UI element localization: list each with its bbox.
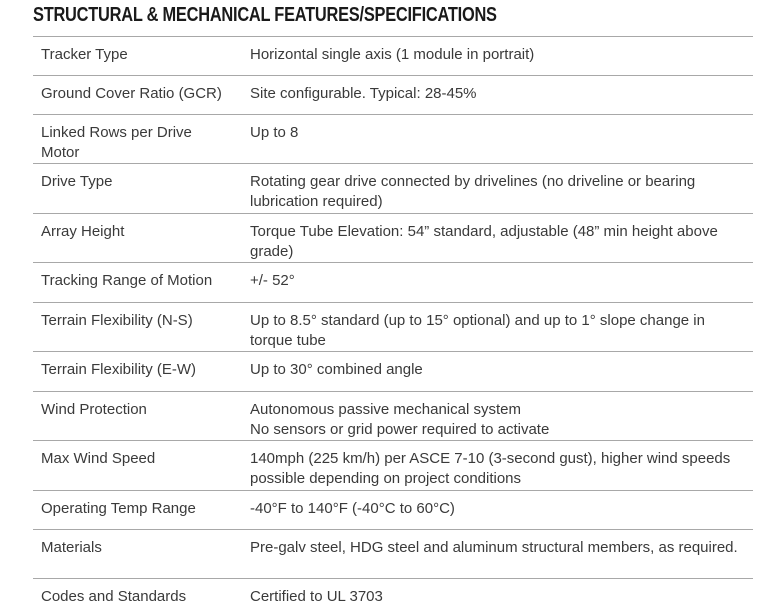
spec-label: Ground Cover Ratio (GCR) [41,85,222,102]
spec-row-wind-protection [33,391,753,440]
spec-row-terrain-ew [33,351,753,391]
spec-value [250,400,745,439]
spec-value-line: No sensors or grid power required to activate [250,420,550,438]
spec-label: Array Height [41,223,125,240]
spec-value: Up to 8.5° standard (up to 15° optional) and up to 1° slope change in torque tube [250,312,705,349]
spec-value: Pre-galv steel, HDG steel and aluminum structural members, as required. [250,539,738,556]
spec-value: Horizontal single axis (1 module in portrait) [250,46,535,63]
spec-value: Certified to UL 3703 [250,588,383,605]
spec-value: Torque Tube Elevation: 54” standard, adjustable (48” min height above grade) [250,223,718,260]
spec-row-materials [33,529,753,578]
spec-value: Site configurable. Typical: 28-45% [250,85,477,102]
spec-row-gcr [33,75,753,114]
spec-value: Rotating gear drive connected by drivelines (no driveline or bearing lubrication required) [250,173,696,210]
spec-value: -40°F to 140°F (-40°C to 60°C) [250,500,455,517]
spec-value: Up to 30° combined angle [250,361,423,378]
spec-value: Up to 8 [250,124,299,141]
spec-row-array-height [33,213,753,262]
spec-value: 140mph (225 km/h) per ASCE 7-10 (3-second gust), higher wind speeds possible depending on project conditions [250,450,731,487]
spec-label: Wind Protection [41,401,147,418]
spec-label: Terrain Flexibility (N-S) [41,312,193,329]
spec-row-tracking-range [33,262,753,302]
page-title: STRUCTURAL & MECHANICAL FEATURES/SPECIFICATIONS [33,4,497,26]
spec-label: Codes and Standards [41,588,187,605]
spec-row-drive-type [33,163,753,213]
spec-label: Tracking Range of Motion [41,272,213,289]
spec-label: Materials [41,539,102,556]
spec-label: Terrain Flexibility (E-W) [41,361,197,378]
spec-table [33,36,753,608]
spec-row-operating-temp [33,490,753,529]
spec-row-codes-standards [33,578,753,608]
spec-row-terrain-ns [33,302,753,351]
spec-row-tracker-type [33,36,753,75]
spec-label: Linked Rows per Drive Motor [41,124,192,161]
spec-label: Tracker Type [41,46,128,63]
spec-row-max-wind-speed [33,440,753,490]
spec-row-linked-rows [33,114,753,163]
spec-value-line: Autonomous passive mechanical system [250,401,521,418]
spec-label: Drive Type [41,173,113,190]
spec-value: +/- 52° [250,272,295,289]
spec-label: Max Wind Speed [41,450,156,467]
spec-label: Operating Temp Range [41,500,196,517]
